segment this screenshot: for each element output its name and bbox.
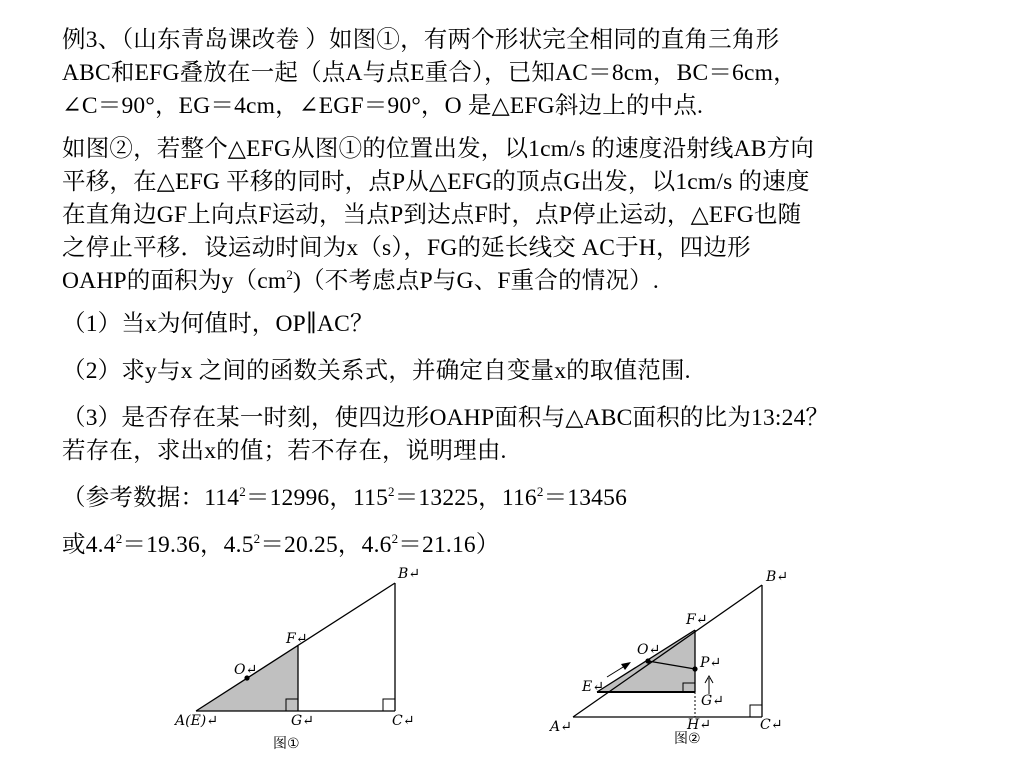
label-f: F↵ (286, 631, 308, 647)
ref-text: ＝12996，115 (245, 485, 389, 511)
setup-line: 平移，在△EFG 平移的同时，点P从△EFG的顶点G出发，以1cm/s 的速度 (62, 169, 810, 195)
ref-text: 或4.4 (62, 532, 116, 558)
ref-text: ＝13456 (543, 485, 628, 511)
label-c: C↵ (760, 717, 783, 733)
setup-line: 之停止平移．设运动时间为x（s），FG的延长线交 AC于H，四边形 (62, 235, 751, 261)
setup-last-post: )（不考虑点P与G、F重合的情况）. (293, 268, 659, 294)
ref-text: （参考数据：114 (62, 485, 240, 511)
ref-sup: 2 (536, 484, 544, 499)
point-o (645, 658, 650, 663)
right-angle-c (750, 705, 762, 717)
setup-last-pre: OAHP的面积为y（cm (62, 268, 287, 294)
ref-sup: 2 (388, 484, 395, 499)
label-o: O↵ (234, 662, 258, 678)
setup-line: 在直角边GF上向点F运动，当点P到达点F时，点P停止运动，△EFG也随 (62, 202, 802, 228)
ref-text: ＝21.16） (398, 532, 500, 558)
right-angle-c (383, 699, 395, 711)
hypotenuse-ab (573, 585, 762, 717)
label-c: C↵ (392, 713, 415, 729)
label-g: G↵ (291, 713, 314, 729)
figure-1-caption: 图① (273, 736, 300, 752)
ref-sup: 2 (391, 531, 399, 546)
ref-sup: 2 (239, 484, 246, 499)
ref-text: ＝20.25，4.6 (260, 532, 392, 558)
label-h: H↵ (687, 717, 711, 733)
figure-2 (548, 569, 788, 747)
question-3-line: 若存在，求出x的值；若不存在，说明理由. (62, 438, 507, 464)
ref-sup: 2 (115, 531, 123, 546)
label-e: E↵ (582, 679, 604, 695)
setup-line: 如图②，若整个△EFG从图①的位置出发，以1cm/s 的速度沿射线AB方向 (62, 136, 815, 162)
question-2-text: （2）求y与x 之间的函数关系式，并确定自变量x的取值范围. (62, 358, 691, 384)
question-3-line: （3）是否存在某一时刻，使四边形OAHP面积与△ABC面积的比为13:24？ (62, 405, 830, 431)
label-a: A↵ (550, 719, 572, 735)
ref-sup: 2 (253, 531, 261, 546)
label-b: B↵ (398, 566, 421, 582)
ref-text: ＝13225，116 (394, 485, 537, 511)
label-b: B↵ (766, 569, 789, 585)
intro-line: ∠C＝90°，EG＝4cm，∠EGF＝90°，O 是△EFG斜边上的中点. (62, 93, 704, 119)
label-g: G↵ (701, 693, 724, 709)
label-o: O↵ (637, 642, 661, 658)
figure-1 (173, 566, 420, 752)
label-a-e: A(E)↵ (175, 713, 218, 729)
point-p (692, 666, 697, 671)
setup-sup: 2 (286, 267, 294, 282)
ref-text: ＝19.36，4.5 (122, 532, 254, 558)
motion-arrow-icon (621, 662, 631, 670)
question-1-text: （1）当x为何值时，OP∥AC？ (62, 311, 374, 337)
label-p: P↵ (700, 655, 722, 671)
figure-2-caption: 图② (674, 731, 701, 747)
label-f: F↵ (686, 612, 708, 628)
intro-line: ABC和EFG叠放在一起（点A与点E重合），已知AC＝8cm，BC＝6cm， (62, 60, 797, 86)
intro-line: 例3、（山东青岛课改卷 ）如图①，有两个形状完全相同的直角三角形 (62, 27, 780, 53)
